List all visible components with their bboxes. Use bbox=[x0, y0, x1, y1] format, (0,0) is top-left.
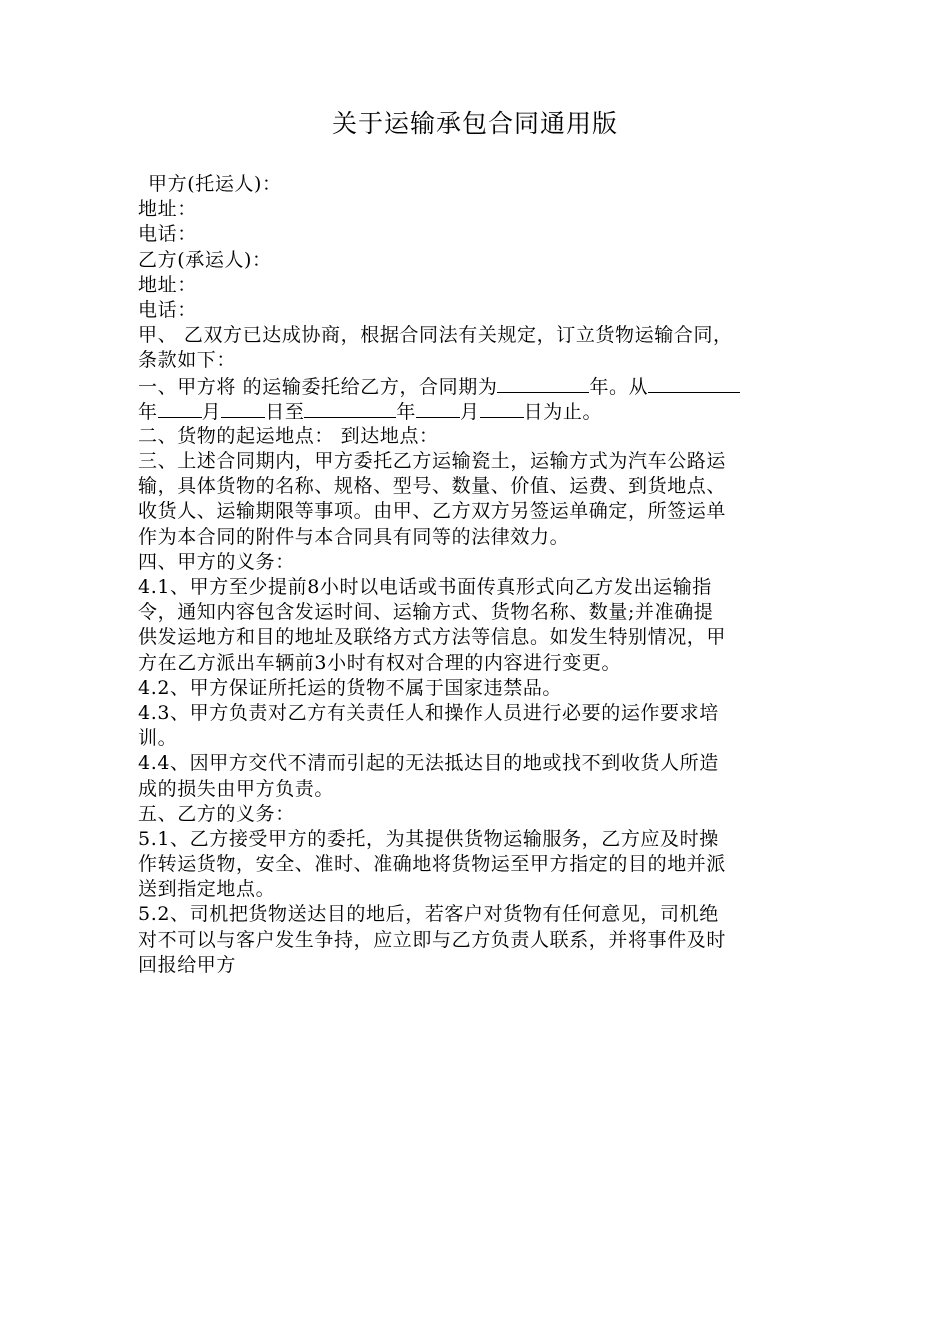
clause-4-1-line: 令，通知内容包含发运时间、运输方式、货物名称、数量;并准确提 bbox=[138, 601, 714, 624]
clause-4-2: 4.2、甲方保证所托运的货物不属于国家违禁品。 bbox=[138, 676, 563, 699]
clause-4-4-line: 4.4、因甲方交代不清而引起的无法抵达目的地或找不到收货人所造 bbox=[138, 752, 719, 775]
clause-1-text: 年 bbox=[138, 400, 158, 423]
clause-3-line: 三、上述合同期内，甲方委托乙方运输瓷土，运输方式为汽车公路运 bbox=[138, 450, 727, 473]
clause-5-1-line: 5.1、乙方接受甲方的委托，为其提供货物运输服务，乙方应及时操 bbox=[138, 827, 719, 850]
clause-2: 二、货物的起运地点： 到达地点： bbox=[138, 424, 439, 447]
clause-1-line-1 bbox=[138, 374, 818, 399]
party-a-address: 地址： bbox=[138, 198, 197, 221]
clause-4-1-line: 方在乙方派出车辆前3小时有权对合理的内容进行变更。 bbox=[138, 651, 622, 674]
clause-4-1-line: 供发运地方和目的地址及联络方式方法等信息。如发生特别情况，甲 bbox=[138, 626, 727, 649]
clause-1-text: 年。从 bbox=[589, 375, 649, 398]
clause-1-text: 日为止。 bbox=[523, 400, 603, 423]
clause-1-text: 月 bbox=[460, 400, 480, 423]
clause-5-1-line: 送到指定地点。 bbox=[138, 878, 276, 901]
party-b-phone: 电话： bbox=[138, 298, 197, 321]
contract-body bbox=[138, 172, 818, 978]
clause-1-text: 月 bbox=[201, 400, 222, 423]
clause-5-2-line: 对不可以与客户发生争持，应立即与乙方负责人联系，并将事件及时 bbox=[138, 928, 727, 951]
clause-5-1-line: 作转运货物，安全、准时、准确地将货物运至甲方指定的目的地并派 bbox=[138, 853, 727, 876]
term-years-blank bbox=[497, 374, 589, 393]
start-year-blank bbox=[648, 374, 740, 393]
end-year-blank bbox=[304, 399, 396, 418]
clause-1-text: 日至 bbox=[265, 400, 305, 423]
document-title: 关于运输承包合同通用版 bbox=[331, 109, 618, 138]
preamble-line: 条款如下： bbox=[138, 349, 237, 372]
clause-4-4-line: 成的损失由甲方负责。 bbox=[138, 777, 335, 800]
clause-3-line: 收货人、运输期限等事项。由甲、乙方双方另签运单确定，所签运单 bbox=[138, 500, 727, 523]
end-day-blank bbox=[480, 399, 524, 418]
clause-4-3-line: 4.3、甲方负责对乙方有关责任人和操作人员进行必要的运作要求培 bbox=[138, 701, 719, 724]
clause-4-3-line: 训。 bbox=[138, 727, 178, 750]
party-b-address: 地址： bbox=[138, 273, 197, 296]
clause-3-line: 输，具体货物的名称、规格、型号、数量、价值、运费、到货地点、 bbox=[138, 475, 727, 498]
preamble-line: 甲、 乙双方已达成协商，根据合同法有关规定，订立货物运输合同， bbox=[138, 324, 733, 347]
start-day-blank bbox=[221, 399, 265, 418]
clause-4-1-line: 4.1、甲方至少提前8小时以电话或书面传真形式向乙方发出运输指 bbox=[138, 576, 712, 598]
clause-1-line-2 bbox=[138, 399, 818, 424]
clause-4-heading: 四、甲方的义务： bbox=[138, 550, 295, 573]
start-month-blank bbox=[158, 399, 202, 418]
clause-5-2-line: 5.2、司机把货物送达目的地后，若客户对货物有任何意见，司机绝 bbox=[138, 903, 719, 926]
clause-3-line: 作为本合同的附件与本合同具有同等的法律效力。 bbox=[138, 525, 570, 548]
clause-1-text: 年 bbox=[396, 400, 417, 423]
end-month-blank bbox=[416, 399, 460, 418]
party-a-label: 甲方(托运人)： bbox=[148, 173, 282, 195]
clause-5-heading: 五、乙方的义务： bbox=[138, 802, 295, 825]
clause-5-2-line: 回报给甲方 bbox=[138, 953, 237, 976]
clause-1-text: 一、甲方将 的运输委托给乙方，合同期为 bbox=[138, 375, 498, 398]
party-a-phone: 电话： bbox=[138, 223, 197, 246]
party-b-label: 乙方(承运人)： bbox=[138, 248, 272, 271]
